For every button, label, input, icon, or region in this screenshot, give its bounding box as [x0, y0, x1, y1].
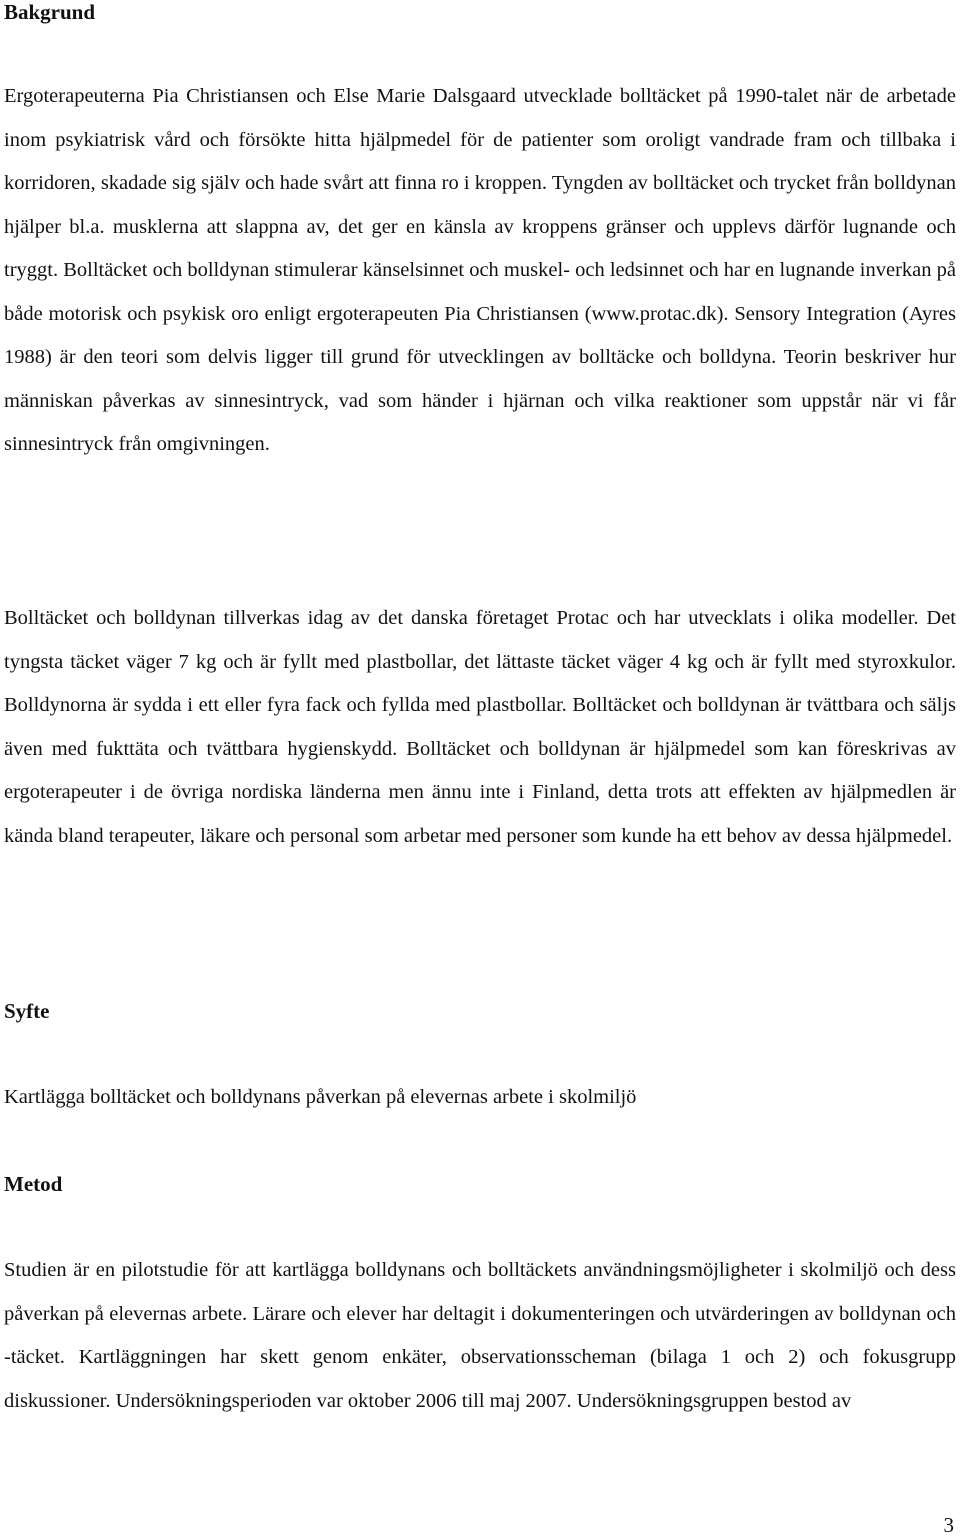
section-heading-syfte: Syfte [4, 999, 50, 1023]
bakgrund-paragraph-1: Ergoterapeuterna Pia Christiansen och Else Marie Dalsgaard utvecklade bolltäcket på 1990-talet när de arbetade inom psykiatrisk vård och försökte hitta hjälpmedel för de patienter som oroligt vandrade fram och tillbaka i korridoren, skadade sig själv och hade svårt att finna ro i kroppen. Tyngden av bolltäcket och trycket från bolldynan hjälper bl.a. musklerna att slappna av, det ger en känsla av kroppens gränser och upplevs därför lugnande och tryggt. Bolltäcket och bolldynan stimulerar känselsinnet och muskel- och ledsinnet och har en lugnande inverkan på både motorisk och psykisk oro enligt ergoterapeuten Pia Christiansen (www.protac.dk). Sensory Integration (Ayres 1988) är den teori som delvis ligger till grund för utvecklingen av bolltäcke och bolldyna. Teorin beskriver hur människan påverkas av sinnesintryck, vad som händer i hjärnan och vilka reaktioner som uppstår när vi får sinnesintryck från omgivningen. [4, 85, 956, 455]
metod-paragraph: Studien är en pilotstudie för att kartlägga bolldynans och bolltäckets användningsmöjligheter i skolmiljö och dess påverkan på elevernas arbete. Lärare och elever har deltagit i dokumenteringen och utvärderingen av bolldynan och -täcket. Kartläggningen har skett genom enkäter, observationsscheman (bilaga 1 och 2) och fokusgrupp diskussioner. Undersökningsperioden var oktober 2006 till maj 2007. Undersökningsgruppen bestod av [4, 1259, 956, 1412]
bakgrund-paragraph-2: Bolltäcket och bolldynan tillverkas idag av det danska företaget Protac och har utvecklats i olika modeller. Det tyngsta täcket väger 7 kg och är fyllt med plastbollar, det lättaste täcket väger 4 kg och är fyllt med styroxkulor. Bolldynorna är sydda i ett eller fyra fack och fyllda med plastbollar. Bolltäcket och bolldynan är tvättbara och säljs även med fukttäta och tvättbara hygienskydd. Bolltäcket och bolldynan är hjälpmedel som kan föreskrivas av ergoterapeuter i de övriga nordiska länderna men ännu inte i Finland, detta trots att effekten av hjälpmedlen är kända bland terapeuter, läkare och personal som arbetar med personer som kunde ha ett behov av dessa hjälpmedel. [4, 607, 956, 847]
page-number: 3 [943, 1513, 954, 1537]
section-heading-metod: Metod [4, 1172, 63, 1196]
syfte-paragraph: Kartlägga bolltäcket och bolldynans påverkan på elevernas arbete i skolmiljö [4, 1086, 637, 1108]
section-heading-bakgrund: Bakgrund [4, 0, 96, 24]
